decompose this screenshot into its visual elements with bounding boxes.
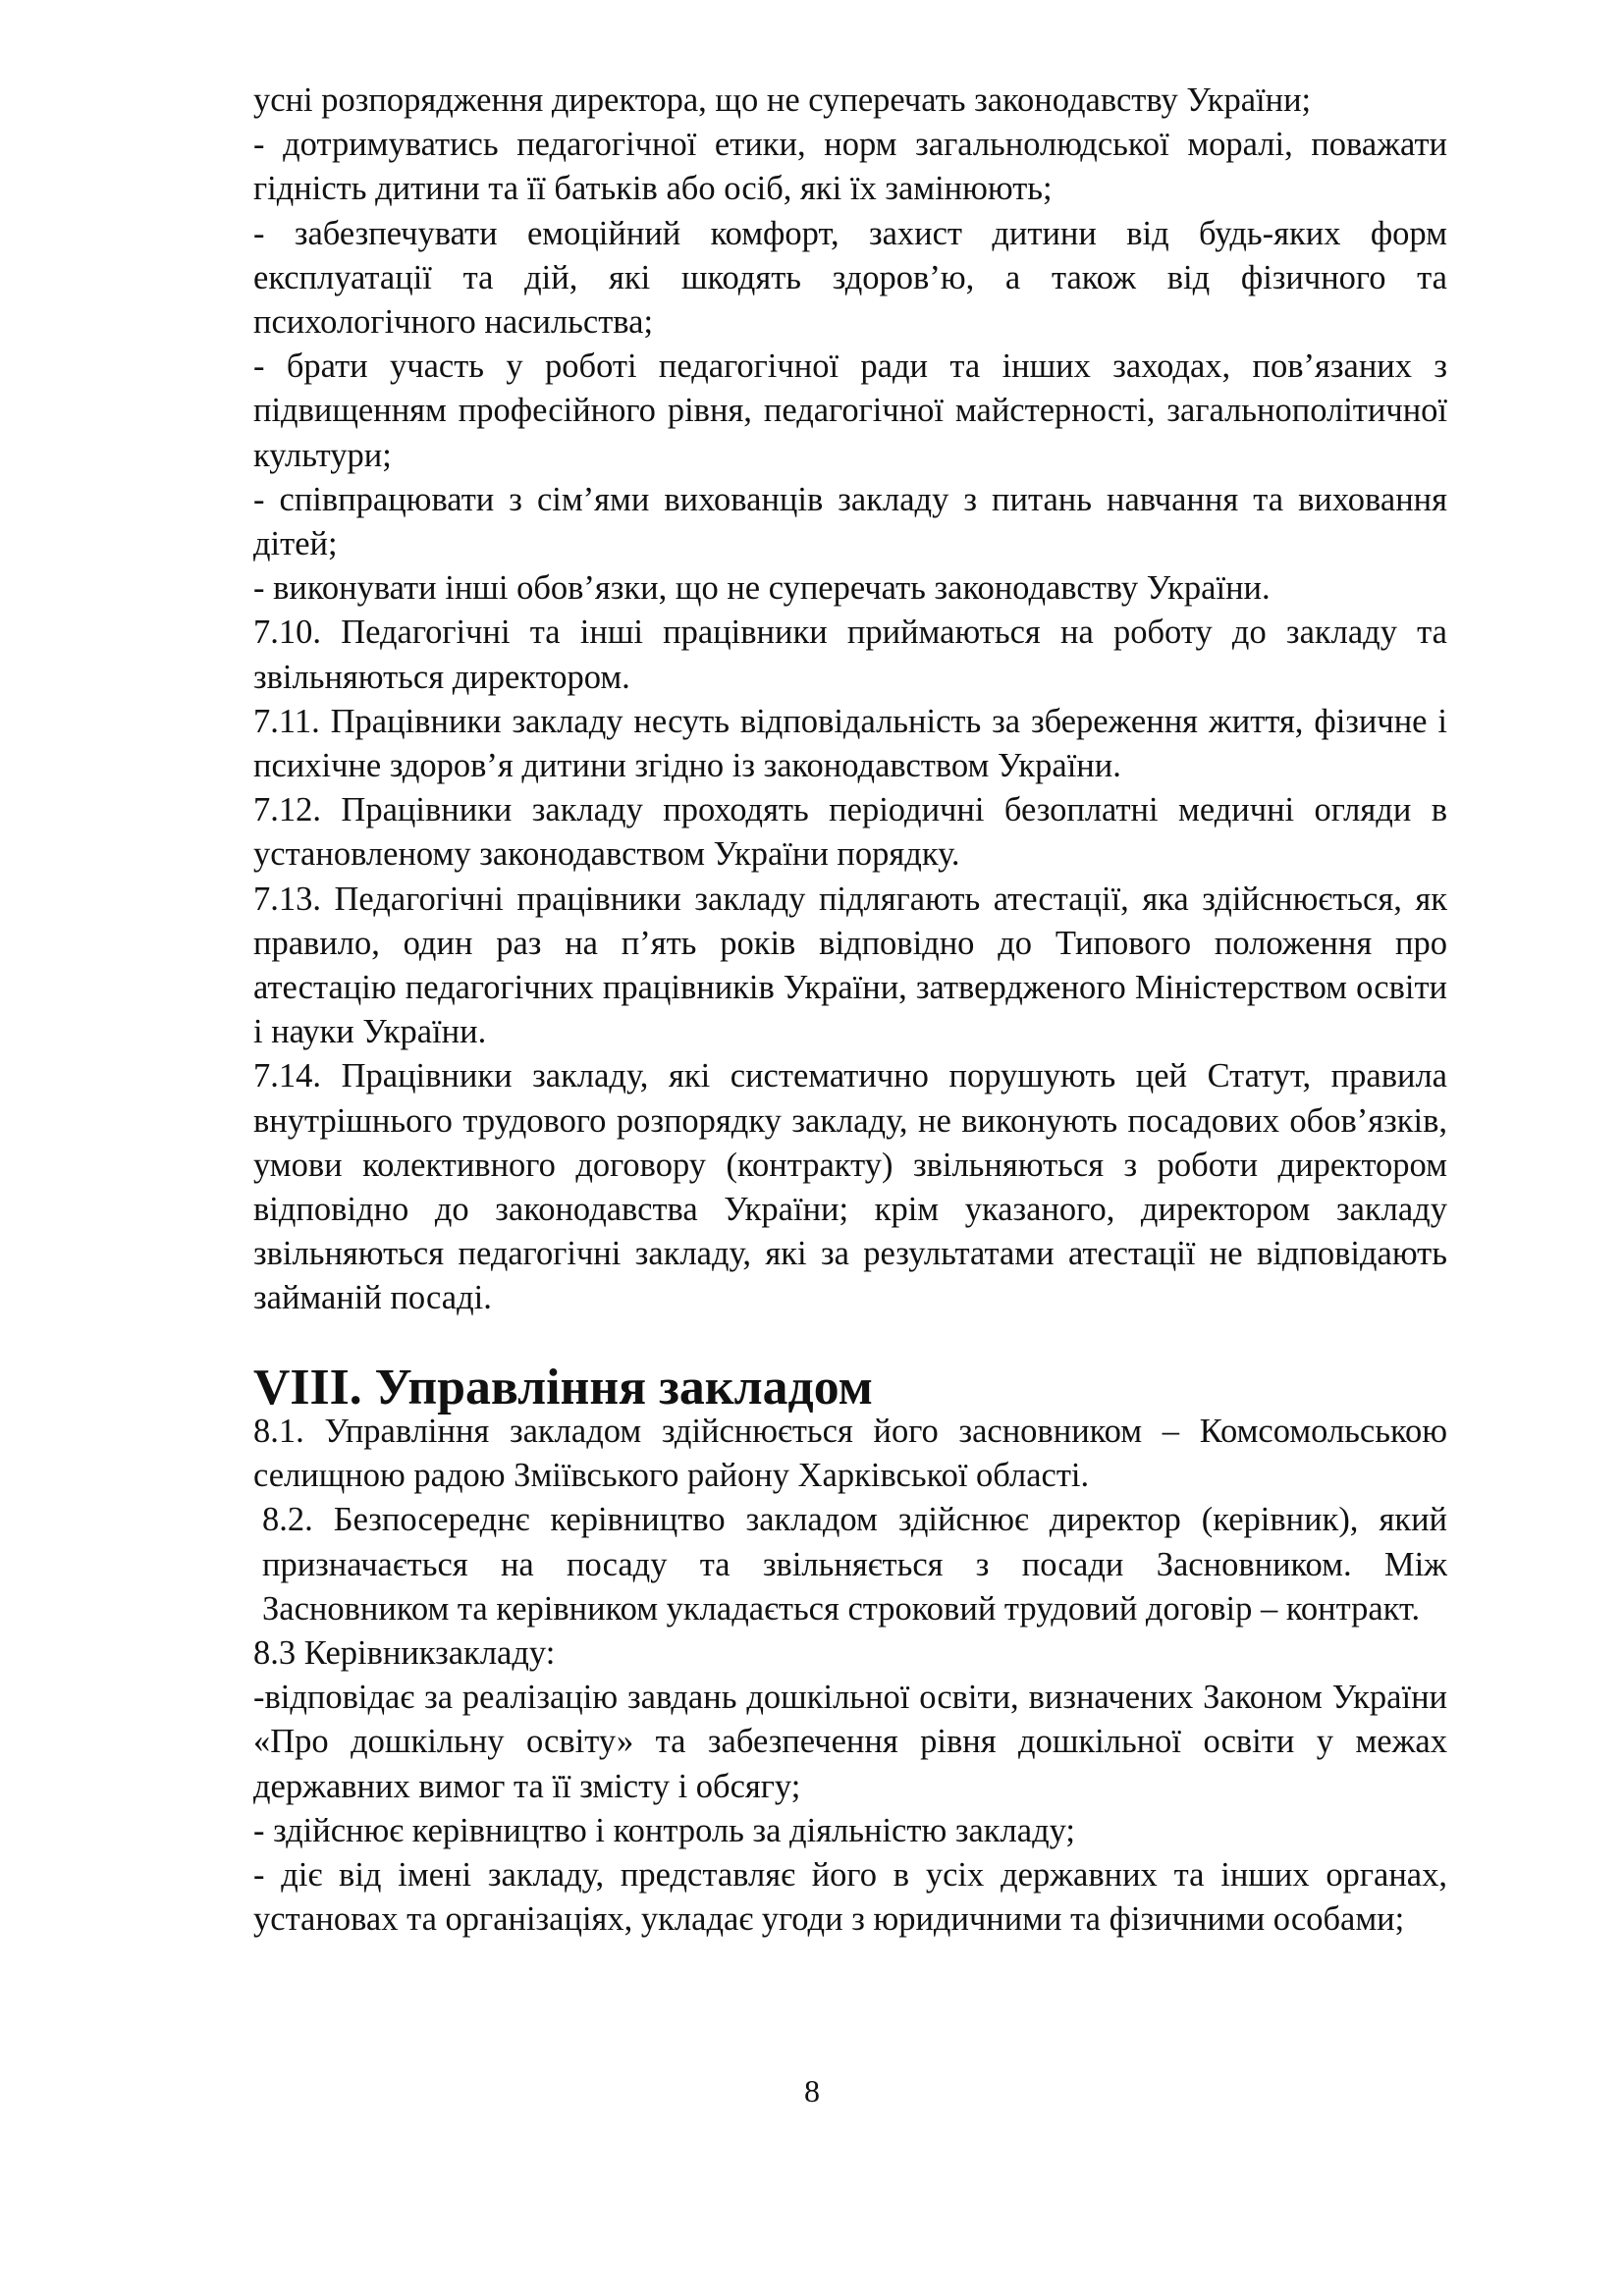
- paragraph: - забезпечувати емоційний комфорт, захист дитини від будь-яких форм експлуатації та дій, які шкодять здоров’ю, а також від фізичного та психологічного насильства;: [253, 214, 1447, 342]
- paragraph: усні розпорядження директора, що не суперечать законодавству України;: [253, 81, 1312, 119]
- paragraph: - здійснює керівництво і контроль за діяльністю закладу;: [253, 1811, 1076, 1849]
- paragraph: 7.10. Педагогічні та інші працівники приймаються на роботу до закладу та звільняються директором.: [253, 614, 1447, 696]
- page-number: 8: [804, 2073, 820, 2109]
- paragraph: - дотримуватись педагогічної етики, норм загальнолюдської моралі, поважати гідність дитини та її батьків або осіб, які їх замінюють;: [253, 126, 1447, 208]
- paragraph: 7.11. Працівники закладу несуть відповідальність за збереження життя, фізичне і психічне здоров’я дитини згідно із законодавством України.: [253, 702, 1447, 785]
- paragraph: - співпрацювати з сім’ями вихованців закладу з питань навчання та виховання дітей;: [253, 480, 1447, 563]
- paragraph: 7.14. Працівники закладу, які систематично порушують цей Статут, правила внутрішнього трудового розпорядку закладу, не виконують посадових обов’язків, умови колективного договору (контракту) звільняються з роботи директором відповідно до законодавства України; крім указаного, директором закладу звільняються педагогічні закладу, які за результатами атестації не відповідають займаній посаді.: [253, 1057, 1447, 1317]
- document-page: [253, 79, 1447, 1942]
- paragraph: -відповідає за реалізацію завдань дошкільної освіти, визначених Законом України «Про дошкільну освіту» та забезпечення рівня дошкільної освіти у межах державних вимог та її змісту і обсягу;: [253, 1679, 1447, 1805]
- paragraph: 8.2. Безпосереднє керівництво закладом здійснює директор (керівник), який призначається на посаду та звільняється з посади Засновником. Між Засновником та керівником укладається строковий трудовий договір – контракт.: [262, 1501, 1447, 1628]
- paragraph: - виконувати інші обов’язки, що не суперечать законодавству України.: [253, 569, 1271, 608]
- paragraph: 7.13. Педагогічні працівники закладу підлягають атестації, яка здійснюється, як правило, один раз на п’ять років відповідно до Типового положення про атестацію педагогічних працівників України, затвердженого Міністерством освіти і науки України.: [253, 880, 1447, 1051]
- paragraph: 8.1. Управління закладом здійснюється його засновником – Комсомольською селищною радою Зміївського району Харківської області.: [253, 1412, 1447, 1495]
- paragraph: 8.3 Керівникзакладу:: [253, 1633, 556, 1672]
- paragraph: - брати участь у роботі педагогічної ради та інших заходах, пов’язаних з підвищенням професійного рівня, педагогічної майстерності, загальнополітичної культури;: [253, 347, 1447, 474]
- section-heading: VIII. Управління закладом: [253, 1359, 873, 1415]
- paragraph: - діє від імені закладу, представляє його в усіх державних та інших органах, установах та організаціях, укладає угоди з юридичними та фізичними особами;: [253, 1855, 1447, 1939]
- paragraph: 7.12. Працівники закладу проходять періодичні безоплатні медичні огляди в установленому законодавством України порядку.: [253, 791, 1447, 874]
